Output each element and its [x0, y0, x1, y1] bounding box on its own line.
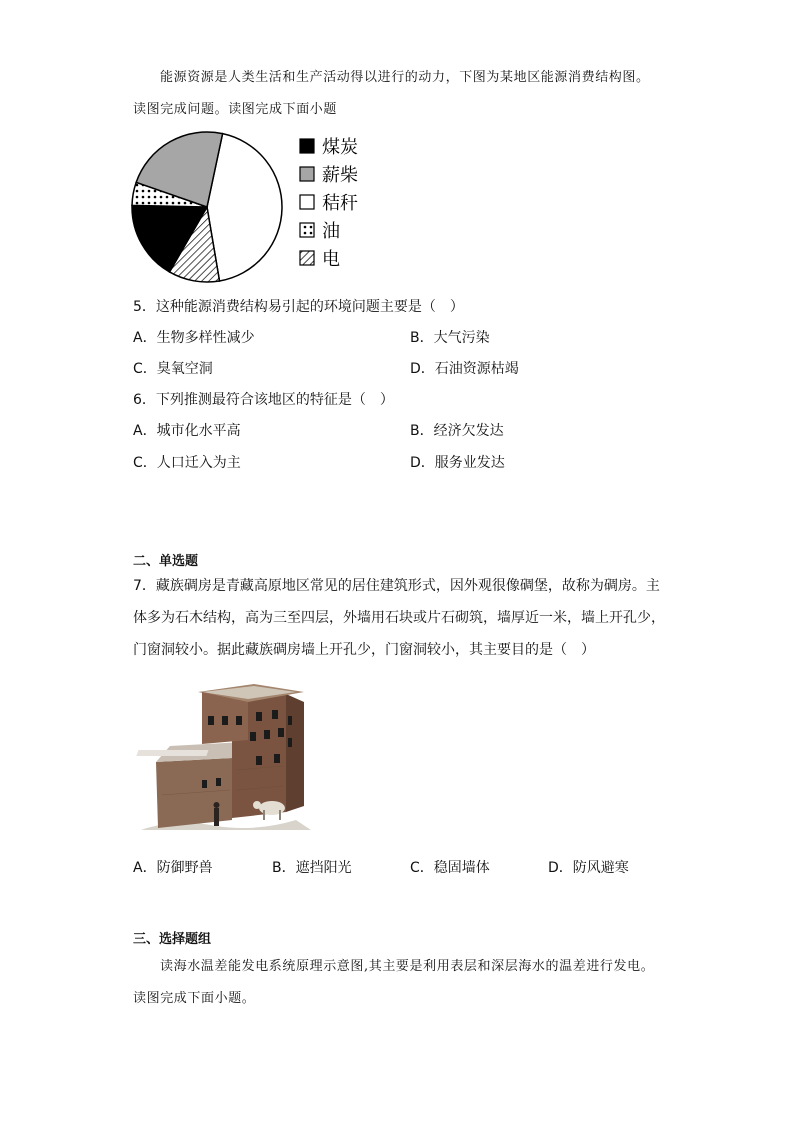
- q7-option-c[interactable]: C．稳固墙体: [410, 860, 490, 876]
- legend-swatch-3: [300, 223, 314, 237]
- q7-option-b[interactable]: B．遮挡阳光: [272, 860, 352, 876]
- tibetan-house-image: [136, 680, 326, 835]
- passage1-line1: 能源资源是人类生活和生产活动得以进行的动力，下图为某地区能源消费结构图。: [160, 70, 650, 85]
- passage1-line2: 读图完成问题。读图完成下面小题: [133, 102, 338, 117]
- q5-option-d[interactable]: D．石油资源枯竭: [410, 361, 519, 377]
- passage2-line1: 读海水温差能发电系统原理示意图,其主要是利用表层和深层海水的温差进行发电。: [160, 959, 655, 974]
- legend-swatch-4: [300, 251, 314, 265]
- q5-option-c[interactable]: C．臭氧空洞: [133, 361, 213, 377]
- legend-swatch-2: [300, 195, 314, 209]
- q6-option-c[interactable]: C．人口迁入为主: [133, 455, 241, 471]
- q6-option-b[interactable]: B．经济欠发达: [410, 423, 504, 439]
- legend-label-2: 秸秆: [322, 193, 358, 214]
- legend-swatch-1: [300, 167, 314, 181]
- q5-option-b[interactable]: B．大气污染: [410, 330, 490, 346]
- legend-label-1: 薪柴: [322, 165, 358, 186]
- q7-option-d[interactable]: D．防风避寒: [548, 860, 629, 876]
- q5-stem: 5．这种能源消费结构易引起的环境问题主要是（ ）: [133, 299, 464, 315]
- q7-option-a[interactable]: A．防御野兽: [133, 860, 213, 876]
- q6-option-a[interactable]: A．城市化水平高: [133, 423, 241, 439]
- legend-swatch-0: [300, 139, 314, 153]
- energy-pie-chart: [128, 128, 368, 288]
- section-3-heading: 三、选择题组: [133, 932, 212, 947]
- legend-label-4: 电: [322, 249, 340, 270]
- legend-label-3: 油: [322, 221, 340, 242]
- q6-stem: 6．下列推测最符合该地区的特征是（ ）: [133, 392, 394, 408]
- q5-option-a[interactable]: A．生物多样性减少: [133, 330, 255, 346]
- section-2-heading: 二、单选题: [133, 554, 199, 569]
- passage2-line2: 读图完成下面小题。: [133, 991, 256, 1006]
- legend-label-0: 煤炭: [322, 137, 358, 158]
- q7-stem: 7．藏族碉房是青藏高原地区常见的居住建筑形式，因外观很像碉堡，故称为碉房。主体多为石木结构，高为三至四层，外墙用石块或片石砌筑，墙厚近一米，墙上开孔少，门窗洞较小。据此藏族碉房墙上开孔少，门窗洞较小，其主要目的是（ ）: [133, 578, 665, 658]
- q6-option-d[interactable]: D．服务业发达: [410, 455, 505, 471]
